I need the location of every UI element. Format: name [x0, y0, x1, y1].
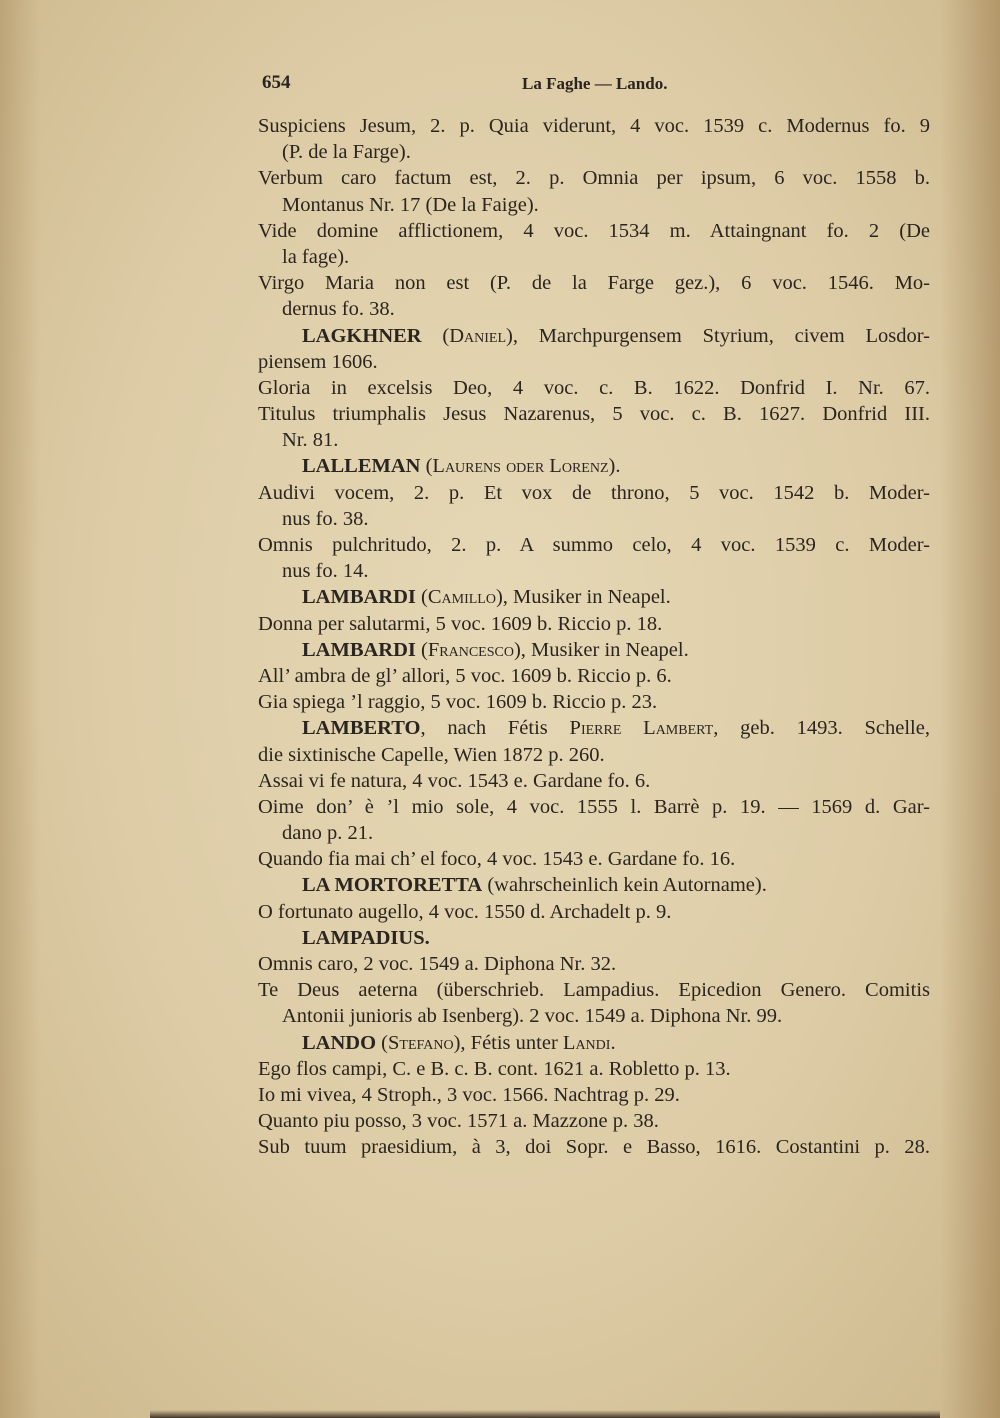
entry-continuation-line: (P. de la Farge). [282, 141, 411, 164]
composer-heading [258, 872, 930, 898]
catalog-entry-line: Quando fia mai ch’ el foco, 4 voc. 1543 e. Gardane fo. 16. [258, 848, 736, 871]
catalog-entry-line: Verbum caro factum est, 2. p. Omnia per ipsum, 6 voc. 1558 b. [258, 167, 930, 190]
entry-continuation-line: la fage). [282, 245, 350, 268]
page-bottom-edge [150, 1410, 940, 1418]
entry-continuation-line: Montanus Nr. 17 (De la Faige). [282, 193, 539, 216]
composer-heading [258, 1030, 930, 1056]
composer-alt-name: Landi [562, 1031, 611, 1054]
catalog-entry-line: Te Deus aeterna (überschrieb. Lampadius. Epicedion Genero. Comitis [258, 979, 930, 1002]
composer-given-name: Stefano [388, 1031, 454, 1054]
composer-name: LA MORTORETTA [302, 874, 483, 897]
catalog-entry-line: Io mi vivea, 4 Stroph., 3 voc. 1566. Nachtrag p. 29. [258, 1083, 680, 1106]
catalog-entry-line: All’ ambra de gl’ allori, 5 voc. 1609 b. Riccio p. 6. [258, 664, 672, 687]
catalog-entry-line: Omnis caro, 2 voc. 1549 a. Diphona Nr. 32. [258, 953, 617, 975]
composer-given-name: Camillo [427, 586, 496, 609]
catalog-entry-line: Omnis pulchritudo, 2. p. A summo celo, 4 voc. 1539 c. Moder- [258, 534, 930, 556]
heading-text: ). [608, 455, 621, 478]
catalog-entry-line: O fortunato augello, 4 voc. 1550 d. Archadelt p. 9. [258, 900, 672, 923]
composer-heading [258, 715, 930, 741]
catalog-entry-line: Oime don’ è ’l mio sole, 4 voc. 1555 l. Barrè p. 19. — 1569 d. Gar- [258, 795, 930, 818]
heading-text: ), Musiker in Neapel. [495, 586, 671, 609]
heading-text: ( [421, 324, 450, 347]
composer-name: LALLEMAN [302, 455, 421, 478]
catalog-entry-line: piensem 1606. [258, 350, 378, 373]
composer-heading [258, 453, 930, 479]
entry-continuation-line: nus fo. 14. [282, 560, 369, 583]
composer-name: LAGKHNER [302, 324, 422, 347]
heading-text: ), Fétis unter [453, 1031, 563, 1054]
catalog-entry-line: Sub tuum praesidium, à 3, doi Sopr. e Basso, 1616. Costantini p. 28. [258, 1136, 930, 1159]
catalog-entry-line: die sixtinische Capelle, Wien 1872 p. 260. [258, 743, 605, 766]
running-head: La Faghe — Lando. [522, 74, 668, 93]
entry-continuation-line: Antonii junioris ab Isenberg). 2 voc. 1549 a. Diphona Nr. 99. [282, 1005, 783, 1028]
catalog-entry-line: Gloria in excelsis Deo, 4 voc. c. B. 1622. Donfrid I. Nr. 67. [258, 376, 930, 399]
page-number: 654 [262, 72, 291, 93]
heading-text: ( [376, 1031, 388, 1054]
heading-text: , geb. 1493. Schelle, [713, 717, 930, 740]
composer-given-name: Francesco [427, 638, 514, 661]
entry-continuation-line: nus fo. 38. [282, 507, 369, 530]
composer-name: LAMPADIUS. [302, 926, 430, 949]
heading-text: ( [415, 638, 428, 661]
composer-given-name: Pierre Lambert [569, 717, 714, 740]
catalog-entry-line: Virgo Maria non est (P. de la Farge gez.), 6 voc. 1546. Mo- [258, 272, 930, 295]
catalog-entry-line: Gia spiega ’l raggio, 5 voc. 1609 b. Riccio p. 23. [258, 691, 658, 714]
composer-heading [258, 584, 930, 610]
heading-text: , nach Fétis [420, 717, 570, 740]
composer-name: LANDO [302, 1031, 377, 1054]
catalog-entries [258, 113, 930, 1161]
entry-continuation-line: Nr. 81. [282, 429, 339, 452]
heading-text: ), Musiker in Neapel. [513, 638, 689, 661]
catalog-entry-line: Audivi vocem, 2. p. Et vox de throno, 5 voc. 1542 b. Moder- [258, 481, 930, 504]
composer-heading [258, 925, 930, 951]
composer-given-name: Laurens oder Lorenz [432, 455, 609, 478]
heading-text: ), Marchpurgensem Styrium, civem Losdor- [506, 324, 930, 347]
composer-heading [258, 637, 930, 663]
catalog-entry-line: Assai vi fe natura, 4 voc. 1543 e. Gardane fo. 6. [258, 769, 651, 792]
composer-given-name: Daniel [449, 324, 507, 347]
composer-heading [258, 323, 930, 349]
heading-text: ( [420, 455, 433, 478]
entry-continuation-line: dernus fo. 38. [282, 298, 395, 321]
catalog-entry-line: Titulus triumphalis Jesus Nazarenus, 5 voc. c. B. 1627. Donfrid III. [258, 403, 930, 426]
catalog-entry-line: Ego flos campi, C. e B. c. B. cont. 1621 a. Robletto p. 13. [258, 1057, 731, 1080]
catalog-entry-line: Donna per salutarmi, 5 voc. 1609 b. Riccio p. 18. [258, 612, 663, 635]
entry-continuation-line: dano p. 21. [282, 822, 374, 845]
catalog-entry-line: Quanto piu posso, 3 voc. 1571 a. Mazzone p. 38. [258, 1110, 659, 1133]
page-header [262, 72, 928, 98]
catalog-entry-line: Vide domine afflictionem, 4 voc. 1534 m. Attaingnant fo. 2 (De [258, 219, 930, 242]
composer-name: LAMBARDI [302, 586, 416, 609]
heading-text: (wahrscheinlich kein Autorname). [482, 874, 767, 897]
composer-name: LAMBARDI [302, 638, 416, 661]
heading-text: ( [415, 586, 428, 609]
heading-text: . [610, 1031, 616, 1054]
composer-name: LAMBERTO [302, 717, 421, 740]
catalog-entry-line: Suspiciens Jesum, 2. p. Quia viderunt, 4 voc. 1539 c. Modernus fo. 9 [258, 115, 930, 137]
